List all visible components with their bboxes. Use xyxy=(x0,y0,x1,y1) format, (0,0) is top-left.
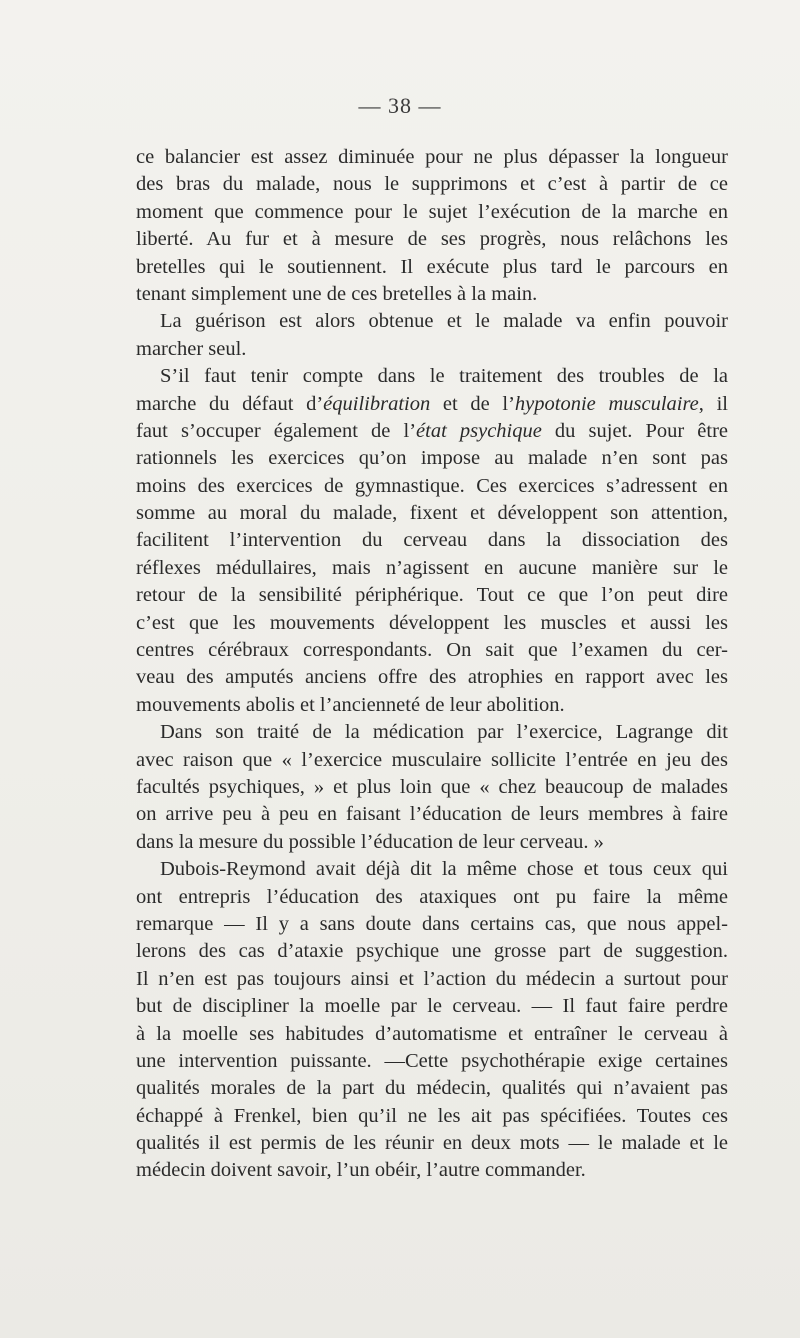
text-line xyxy=(136,1130,728,1157)
text-line xyxy=(136,555,728,582)
italic-term: équilibration xyxy=(323,392,431,415)
text-segment: lerons des cas d’ataxie psychique une grosse part de suggestion. xyxy=(136,940,728,963)
text-line xyxy=(136,363,728,390)
text-line xyxy=(136,527,728,554)
text-line xyxy=(136,692,728,719)
text-line xyxy=(136,199,728,226)
text-line xyxy=(136,582,728,609)
text-segment: mouvements abolis et l’ancienneté de leur abolition. xyxy=(136,693,565,716)
text-segment: ce balancier est assez diminuée pour ne plus dépasser la longueur xyxy=(136,146,728,168)
text-segment: réflexes médullaires, mais n’agissent en aucune manière sur le xyxy=(136,556,728,579)
text-segment: facultés psychiques, » et plus loin que « chez beaucoup de malades xyxy=(136,775,728,798)
text-segment: facilitent l’intervention du cerveau dans la dissociation des xyxy=(136,529,728,552)
text-segment: remarque — Il y a sans doute dans certains cas, que nous appel- xyxy=(136,912,728,935)
text-segment: médecin doivent savoir, l’un obéir, l’autre commander. xyxy=(136,1159,586,1182)
text-segment: on arrive peu à peu en faisant l’éducation de leurs membres à faire xyxy=(136,803,728,826)
text-line xyxy=(136,884,728,911)
text-segment: marche du défaut d’ xyxy=(136,392,324,415)
text-line xyxy=(136,829,728,856)
text-segment: rationnels les exercices qu’on impose au malade n’en sont pas xyxy=(136,447,728,470)
text-segment: marcher seul. xyxy=(136,337,247,360)
text-segment: bretelles qui le soutiennent. Il exécute plus tard le parcours en xyxy=(136,255,728,278)
text-segment: des bras du malade, nous le supprimons et c’est à partir de ce xyxy=(136,173,728,196)
text-line xyxy=(136,993,728,1020)
text-line xyxy=(136,226,728,253)
text-line xyxy=(136,610,728,637)
text-line xyxy=(136,938,728,965)
text-line xyxy=(136,1103,728,1130)
text-line xyxy=(136,308,728,335)
text-line xyxy=(136,856,728,883)
text-segment: qualités il est permis de les réunir en deux mots — le malade et le xyxy=(136,1132,728,1155)
text-segment: et de l’ xyxy=(430,392,515,415)
text-line xyxy=(136,966,728,993)
text-segment: centres cérébraux correspondants. On sait que l’examen du cer- xyxy=(136,639,728,662)
text-segment: une intervention puissante. —Cette psychothérapie exige certaines xyxy=(136,1049,728,1072)
text-segment: somme au moral du malade, fixent et développent son attention, xyxy=(136,502,728,525)
text-segment: retour de la sensibilité périphérique. Tout ce que l’on peut dire xyxy=(136,584,728,607)
text-line xyxy=(136,281,728,308)
text-segment: dans la mesure du possible l’éducation de leur cerveau. » xyxy=(136,830,604,853)
text-segment: Dubois-Reymond avait déjà dit la même chose et tous ceux qui xyxy=(160,858,728,881)
text-segment: Il n’en est pas toujours ainsi et l’action du médecin a surtout pour xyxy=(136,967,728,990)
text-segment: moins des exercices de gymnastique. Ces exercices s’adressent en xyxy=(136,474,728,497)
text-line xyxy=(136,336,728,363)
text-line xyxy=(136,445,728,472)
text-segment: avec raison que « l’exercice musculaire sollicite l’entrée en jeu des xyxy=(136,748,728,771)
text-segment: du sujet. Pour être xyxy=(541,419,729,442)
text-line xyxy=(136,719,728,746)
page-number: — 38 — xyxy=(358,93,442,118)
italic-term: état psychique xyxy=(416,419,542,442)
text-segment: à la moelle ses habitudes d’automatisme et entraîner le cerveau à xyxy=(136,1022,728,1045)
text-line xyxy=(136,801,728,828)
text-line xyxy=(136,500,728,527)
text-line xyxy=(136,1157,728,1184)
text-line xyxy=(136,254,728,281)
text-segment: c’est que les mouvements développent les muscles et aussi les xyxy=(136,611,728,634)
text-segment: but de discipliner la moelle par le cerveau. — Il faut faire perdre xyxy=(136,995,728,1018)
text-segment: tenant simplement une de ces bretelles à la main. xyxy=(136,282,538,305)
text-segment: Dans son traité de la médication par l’exercice, Lagrange dit xyxy=(160,721,728,744)
text-segment: , il xyxy=(698,392,728,415)
text-segment: échappé à Frenkel, bien qu’il ne les ait pas spécifiées. Toutes ces xyxy=(136,1104,728,1127)
text-line xyxy=(136,1048,728,1075)
text-segment: qualités morales de la part du médecin, qualités qui n’avaient pas xyxy=(136,1077,728,1100)
text-segment: ont entrepris l’éducation des ataxiques ont pu faire la même xyxy=(136,885,728,908)
text-line xyxy=(136,664,728,691)
text-line xyxy=(136,637,728,664)
text-line xyxy=(136,144,728,171)
text-line xyxy=(136,391,728,418)
text-line xyxy=(136,171,728,198)
text-line xyxy=(136,473,728,500)
body-text xyxy=(136,144,728,1185)
text-segment: moment que commence pour le sujet l’exécution de la marche en xyxy=(136,200,728,223)
text-segment: liberté. Au fur et à mesure de ses progrès, nous relâchons les xyxy=(136,228,728,251)
text-line xyxy=(136,418,728,445)
text-line xyxy=(136,1021,728,1048)
italic-term: hypotonie musculaire xyxy=(514,392,699,415)
text-segment: S’il faut tenir compte dans le traitement des troubles de la xyxy=(160,365,728,388)
text-line xyxy=(136,774,728,801)
text-segment: faut s’occuper également de l’ xyxy=(136,419,417,442)
text-line xyxy=(136,1075,728,1102)
text-segment: La guérison est alors obtenue et le malade va enfin pouvoir xyxy=(160,310,728,333)
text-line xyxy=(136,911,728,938)
text-line xyxy=(136,747,728,774)
text-segment: veau des amputés anciens offre des atrophies en rapport avec les xyxy=(136,666,728,689)
